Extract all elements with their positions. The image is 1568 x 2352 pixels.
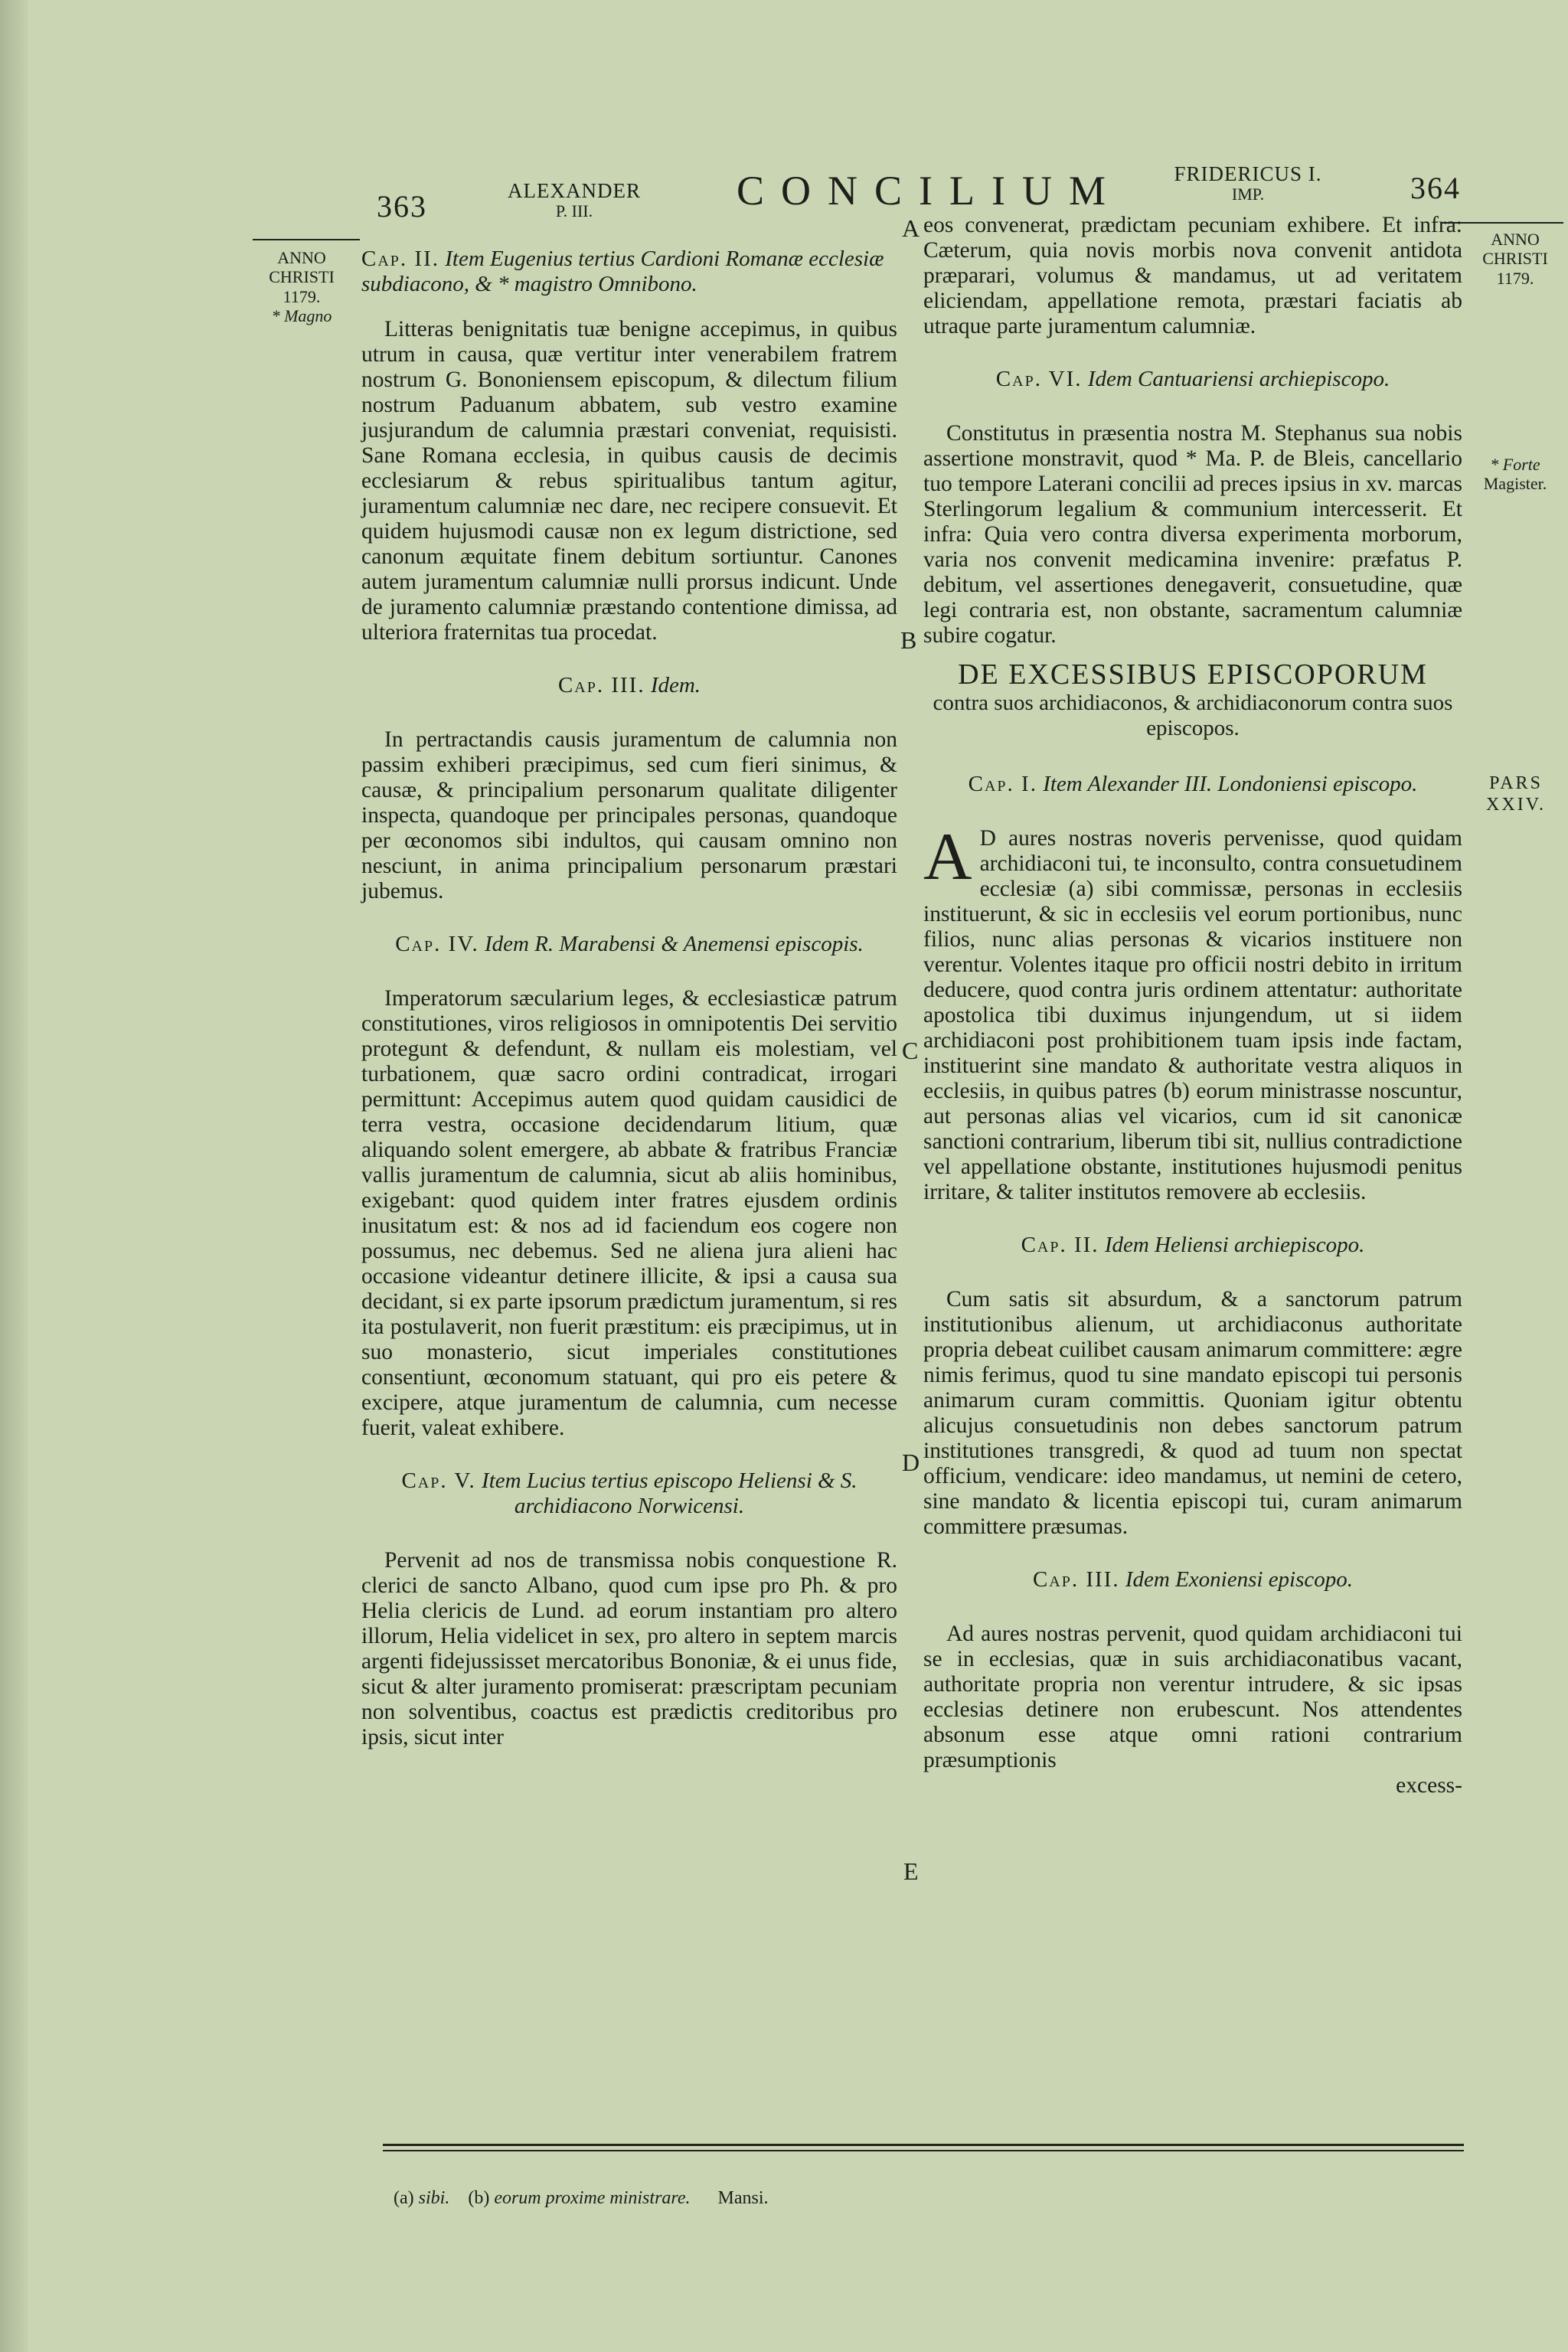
catchword: excess- bbox=[1396, 1773, 1462, 1798]
chapter-heading bbox=[361, 1468, 897, 1519]
chapter-text bbox=[923, 820, 1462, 1205]
chapter-text: In pertractandis causis juramentum de calumnia non passim exhiberi præcipimus, sed cum fieri sinimus, & causæ, & principalium personarum qualitate diligenter inspecta, quandoque per principales personas, quandoque per œconomos sibi indultos, qui causam omnino non nesciunt, in anima principalium personarum præstari jubemus. bbox=[361, 727, 897, 903]
chapter-text: Cum satis sit absurdum, & a sanctorum patrum institutionibus alienum, ut archidiaconus authoritate propria debeat cuilibet causam animarum committere: ægre nimis ferimus, quod tu sine mandato episcopi tui personis animarum curam committis. Quoniam igitur obtentu alicujus consuetudinis non debes sanctorum patrum institutiones transgredi, & quod ad tuum non spectat officium, vendicare: ideo mandamus, ut nemini de cetero, sine mandato & licentia episcopi tui, curam animarum committere præsumas. bbox=[923, 1287, 1462, 1539]
footnote-text-b: eorum proxime ministrare. bbox=[494, 2188, 691, 2208]
section-letter-c: C bbox=[902, 1037, 919, 1064]
section-letter-e: E bbox=[903, 1857, 919, 1885]
footnote-source: Mansi. bbox=[717, 2188, 769, 2208]
left-running-sub: P. III. bbox=[555, 201, 593, 220]
chapter-heading bbox=[923, 367, 1462, 392]
page-title: CONCILIUM bbox=[737, 168, 1122, 214]
chapter-title: Idem. bbox=[650, 673, 701, 697]
chapter-number: Cap. III. bbox=[1032, 1567, 1120, 1592]
chapter-heading bbox=[361, 932, 897, 957]
section-letter-b: B bbox=[900, 626, 917, 654]
chapter-text: Imperatorum sæcularium leges, & ecclesiasticæ patrum constitutiones, viros religiosos in omnipotentis Dei servitio protegunt & defendunt, & nullam eis molestiam, vel turbationem, quæ sacro ordini contradicat, irrogari permittunt: Accepimus autem quod quidam causidici de terra vestra, occasione decidendarum litium, quæ aliquando solent emergere, ab abbate & fratribus Franciæ vallis juramentum de calumnia, sicut ab aliis hominibus, exigebant: quod quidem inter fratres ejusdem ordinis inusitatum est: & nos ad id faciendum eos cogere non possumus, nec debemus. Sed ne aliena jura alieni hac occasione videantur detinere illicite, & ipsi a causa sua decidant, si ex parte ipsorum prædictum juramentum, si res ita postulaverit, non fuerit præstitum: eis præcipimus, ut in suo monasterio, sicut imperiales constitutiones consentiunt, œconomum statuant, qui pro eis petere & excipere, atque juramentum de calumnia, cum necesse fuerit, valeat exhibere. bbox=[361, 986, 897, 1440]
chapter-title: Idem R. Marabensi & Anemensi episcopis. bbox=[484, 932, 864, 956]
left-page-number: 363 bbox=[377, 189, 427, 224]
chapter-heading bbox=[923, 772, 1462, 797]
right-running-head bbox=[1171, 164, 1325, 204]
chapter-number: Cap. IV. bbox=[395, 932, 479, 956]
footnote-mark-a: (a) bbox=[394, 2188, 414, 2208]
continued-text: eos convenerat, prædictam pecuniam exhibere. Et infra: Cæterum, quia novis morbis nova convenit antidota præparari, volumus & mandamus, ut ad veritatem eliciendam, appellatione remota, præstari faciatis ab utraque parte juramentum calumniæ. bbox=[923, 213, 1462, 338]
chapter-number: Cap. III. bbox=[557, 673, 645, 697]
chapter-text: Constitutus in præsentia nostra M. Stephanus sua nobis assertione monstravit, quod * Ma. P. de Bleis, cancellario tuo tempore Laterani concilii ad preces ipsius in xv. marcas Sterlingorum legalium & communium intercesserit. Et infra: Quia vero contra diversa experimenta morborum, varia nos convenit medicamina invenire: præfatus P. debitum, vel assertiones denegaverit, consuetudine, quæ legi contraria est, non obstante, sacramentum calumniæ subire cogatur. bbox=[923, 421, 1462, 648]
section-letter-d: D bbox=[902, 1449, 920, 1476]
footnote bbox=[394, 2188, 769, 2209]
right-running-sub: IMP. bbox=[1231, 185, 1265, 204]
chapter-title: Idem Heliensi archiepiscopo. bbox=[1104, 1233, 1365, 1257]
chapter-title: Item Lucius tertius episcopo Heliensi & S. archidiacono Norwicensi. bbox=[482, 1468, 858, 1518]
christi-label: CHRISTI bbox=[1482, 249, 1548, 269]
chapter-heading bbox=[923, 1233, 1462, 1258]
section-title: DE EXCESSIBUS EPISCOPORUM bbox=[958, 658, 1428, 691]
chapter-text: Ad aures nostras pervenit, quod quidam archidiaconi tui se in ecclesias, quæ in suis archidiaconatibus vacant, authoritate propria non verentur intrudere, & sic ipsas ecclesias detinere non erubescunt. Nos attendentes absonum esse atque omni rationi contrarium præsumptionis bbox=[923, 1622, 1462, 1772]
book-gutter bbox=[0, 0, 28, 2352]
footnote-mark-b: (b) bbox=[468, 2188, 490, 2208]
right-column bbox=[923, 213, 1462, 1798]
right-page-number: 364 bbox=[1410, 171, 1461, 205]
left-column bbox=[361, 247, 897, 1750]
footnote-rule-thin bbox=[383, 2150, 1464, 2151]
chapter-heading bbox=[361, 673, 897, 698]
left-running-title: ALEXANDER bbox=[508, 179, 641, 202]
left-running-head bbox=[505, 181, 643, 221]
chapter-title: Item Eugenius tertius Cardioni Romanæ ecclesiæ subdiacono, & * magistro Omnibono. bbox=[361, 247, 884, 296]
left-margin-year bbox=[256, 248, 348, 325]
chapter-text: Litteras benignitatis tuæ benigne accepimus, in quibus utrum in causa, quæ vertitur inter venerabilem fratrem nostrum G. Bononiensem episcopum, & dilectum filium nostrum Paduanum abbatem, sub vestro examine jusjurandum de calumnia præstari conveniat, requisisti. Sane Romana ecclesia, in quibus causis de decimis ecclesiarum & rebus spiritualibus tantum agitur, juramentum calumniæ nec dare, nec recipere consuevit. Et quidem hujusmodi causæ non ex legum districtione, sed canonum æquitate finem debitum sortiuntur. Canones autem juramentum calumniæ nulli prorsus indicunt. Unde de juramento calumniæ præstando contentione dimissa, ad ulteriora fraternitas tua procedat. bbox=[361, 317, 897, 645]
year-label: 1179. bbox=[1496, 268, 1534, 288]
anno-label: ANNO bbox=[1491, 230, 1540, 249]
left-margin-rule bbox=[253, 239, 360, 240]
year-label: 1179. bbox=[283, 286, 321, 306]
chapter-text: Pervenit ad nos de transmissa nobis conquestione R. clerici de sancto Albano, quod cum ipse pro Ph. & pro Helia clericis de Lund. ad eorum instantiam pro altero illorum, Helia videlicet in sex, pro altero in septem marcis argenti fidejussisset mercatoribus Bononiæ, & ei unus fide, sicut & alter juramento promiserat: præscriptam pecuniam non solventibus, coactus est prædictis creditoribus pro ipsis, sicut inter bbox=[361, 1548, 897, 1749]
chapter-number: Cap. VI. bbox=[995, 367, 1083, 391]
magister-note: Magister. bbox=[1483, 474, 1547, 494]
section-letter-a: A bbox=[902, 214, 920, 242]
christi-label: CHRISTI bbox=[269, 267, 335, 287]
chapter-number: Cap. II. bbox=[1021, 1233, 1099, 1257]
chapter-title: Item Alexander III. Londoniensi episcopo. bbox=[1043, 772, 1418, 796]
chapter-number: Cap. V. bbox=[401, 1468, 476, 1493]
footnote-text-a: sibi. bbox=[418, 2188, 450, 2208]
section-subtitle: contra suos archidiaconos, & archidiaconorum contra suos episcopos. bbox=[933, 691, 1453, 740]
forte-note: * Forte bbox=[1490, 455, 1540, 474]
anno-label: ANNO bbox=[277, 248, 326, 267]
drop-capital: A bbox=[923, 820, 972, 894]
chapter-title: Idem Exoniensi episcopo. bbox=[1125, 1567, 1354, 1592]
chapter-number: Cap. I. bbox=[968, 772, 1037, 796]
pars-label: PARS bbox=[1489, 773, 1543, 793]
chapter-title: Idem Cantuariensi archiepiscopo. bbox=[1087, 367, 1390, 391]
right-margin-year bbox=[1473, 230, 1557, 288]
chapter-heading bbox=[361, 247, 897, 297]
right-marginal-note bbox=[1473, 455, 1557, 494]
chapter-body: D aures nostras noveris pervenisse, quod quidam archidiaconi tui, te inconsulto, contra consuetudinem ecclesiæ (a) sibi commissæ, personas in ecclesiis instituerunt, & sic in ecclesiis vel eorum portionibus, nunc filios, nunc alias personas & vicarios instituere non verentur. Volentes itaque pro officii nostri debito in irritum deducere, quod contra juris ordinem attentatur: authoritate apostolica tibi duximus injungendum, ut si iidem archidiaconi post prohibitionem tuam ipsis inde factam, instituerint sine mandato & authoritate vestra aliquos in ecclesiis, in quibus patres (b) eorum ministrasse noscuntur, aut personas alias vel vicarios, cum id sit canonicæ sanctioni contrarium, liberum tibi sit, nullius contradictione vel appellatione obstante, institutiones hujusmodi penitus irritare, & taliter institutos removere ab ecclesiis. bbox=[923, 826, 1462, 1204]
pars-marker bbox=[1470, 773, 1562, 815]
chapter-heading bbox=[923, 1567, 1462, 1592]
left-marginal-note: * Magno bbox=[271, 305, 332, 325]
chapter-number: Cap. II. bbox=[361, 247, 439, 271]
right-running-title: FRIDERICUS I. bbox=[1174, 162, 1322, 185]
footnote-rule bbox=[383, 2144, 1464, 2146]
pars-number: XXIV. bbox=[1486, 794, 1546, 815]
